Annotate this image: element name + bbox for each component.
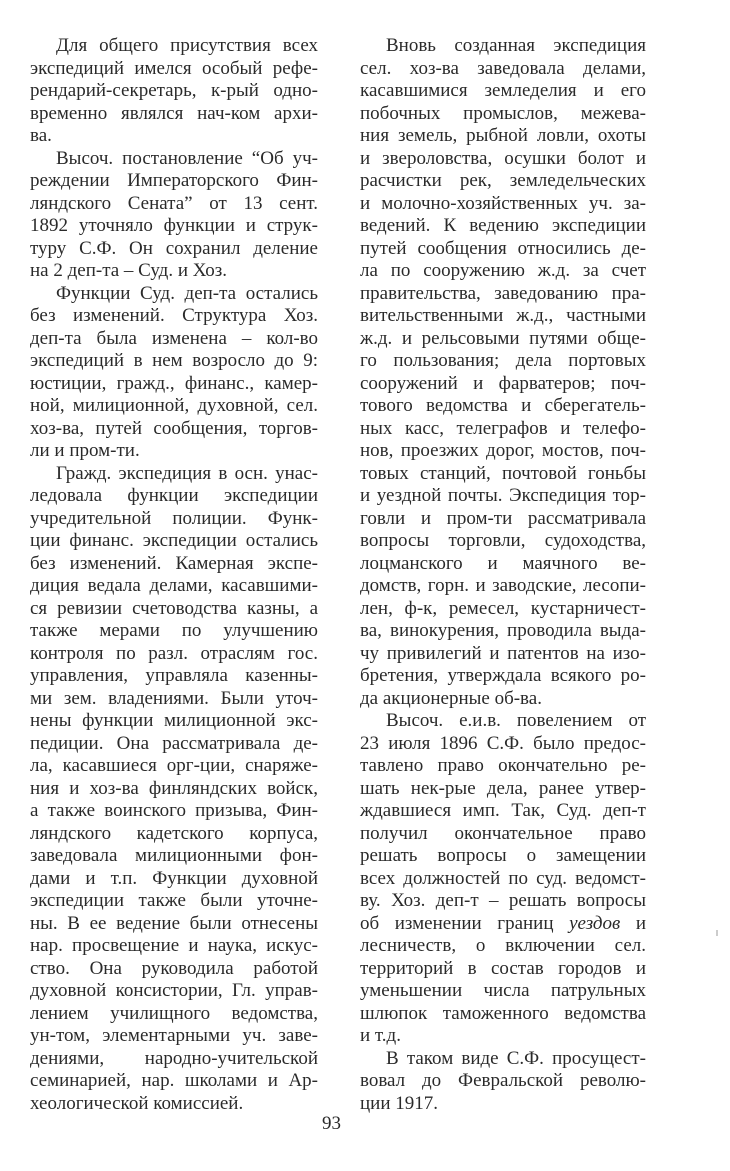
text-line: экспедиции также были уточне- <box>30 890 318 911</box>
italic-term: уездов <box>569 912 621 934</box>
text-line: также мерами по улучшению <box>30 620 318 641</box>
text-line: ной, милиционной, духовной, сел. <box>30 395 318 416</box>
text-line: тавлено право окончательно ре- <box>360 755 646 776</box>
text-segment: и <box>620 912 646 934</box>
text-line: ляндского Сената” от 13 сент. <box>30 192 318 214</box>
text-line: ла по сооружению ж.д. за счет <box>360 260 646 281</box>
text-line: ния земель, рыбной ловли, охоты <box>360 125 646 146</box>
paragraph <box>360 35 646 710</box>
text-line: экспедиций имелся особый рефе- <box>30 57 318 79</box>
text-line: ны. В ее ведение были отнесены <box>30 912 318 934</box>
text-line: реждении Императорского Фин- <box>30 170 318 191</box>
text-line: ных касс, телеграфов и телефо- <box>360 417 646 439</box>
text-line: Высоч. е.и.в. повелением от <box>386 710 646 731</box>
text-line: временно являлся нач-ком архи- <box>30 102 318 124</box>
text-line: учредительной полиции. Функ- <box>30 507 318 529</box>
scan-speck <box>716 930 718 936</box>
text-line: ждавшиеся имп. Так, Суд. деп-т <box>360 800 646 821</box>
text-line: лен, ф-к, ремесел, кустарничест- <box>360 597 646 619</box>
text-line: деп-та была изменена – кол-во <box>30 327 318 349</box>
text-line: нены функции милиционной экс- <box>30 710 318 731</box>
text-line: расчистки рек, земледельческих <box>360 170 646 191</box>
text-line: ла, касавшиеся орг-ции, снаряже- <box>30 755 318 776</box>
text-line: ву. Хоз. деп-т – решать вопросы <box>360 890 646 911</box>
text-line <box>360 913 646 936</box>
text-line: ции финанс. экспедиции остались <box>30 530 318 551</box>
text-line: чу привилегий и патентов на изо- <box>360 642 646 664</box>
text-line: ж.д. и рельсовыми путями обще- <box>360 327 646 349</box>
text-line: контроля по разл. отраслям гос. <box>30 642 318 664</box>
text-line: семинарией, нар. школами и Ар- <box>30 1070 318 1091</box>
text-line: вительственными ж.д., частными <box>360 305 646 326</box>
paragraph <box>30 283 318 463</box>
text-line: ледовала функции экспедиции <box>30 485 318 506</box>
text-line: вовал до Февральской револю- <box>360 1070 646 1091</box>
text-line: Функции Суд. деп-та остались <box>56 282 318 304</box>
text-line: и молочно-хозяйственных уч. за- <box>360 192 646 214</box>
text-line: решать вопросы о замещении <box>360 845 646 866</box>
text-line: 23 июля 1896 С.Ф. было предос- <box>360 732 646 754</box>
text-line: лесничеств, о включении сел. <box>360 935 646 956</box>
text-line: педиции. Она рассматривала де- <box>30 732 318 754</box>
text-line: 1892 уточняло функции и струк- <box>30 215 318 236</box>
text-line: нов, проезжих дорог, мостов, поч- <box>360 440 646 461</box>
text-line: хеологической комиссией. <box>30 1092 244 1114</box>
text-line: на 2 деп-та – Суд. и Хоз. <box>30 260 228 281</box>
text-line: экспедиций в нем возросло до 9: <box>30 350 318 371</box>
text-line: ся ревизии счетоводства казны, а <box>30 597 318 619</box>
text-line: Вновь созданная экспедиция <box>386 35 646 56</box>
right-column <box>360 35 646 1115</box>
text-line: ведений. К ведению экспедиции <box>360 215 646 236</box>
text-line: побочных промыслов, межева- <box>360 102 646 124</box>
paragraph <box>360 1048 646 1116</box>
text-line: го пользования; дела портовых <box>360 350 646 371</box>
text-line: всех должностей по суд. ведомст- <box>360 867 646 889</box>
text-line: ции 1917. <box>360 1092 439 1114</box>
text-segment: об изменении границ <box>360 912 570 934</box>
text-line: заведовала милиционными фон- <box>30 845 318 866</box>
text-line: касавшимися земледелия и его <box>360 80 646 101</box>
text-line: и звероловства, осушки болот и <box>360 147 646 169</box>
text-line: да акционерные об-ва. <box>360 687 542 709</box>
text-line: ния и хоз-ва финляндских войск, <box>30 777 318 799</box>
text-line: и т.д. <box>360 1025 401 1046</box>
text-line: ляндского кадетского корпуса, <box>30 822 318 844</box>
text-line: шлюпок таможенного ведомства <box>360 1002 646 1024</box>
paragraph <box>360 710 646 1048</box>
text-line: и уездной почты. Экспедиция тор- <box>360 485 646 506</box>
text-line: получил окончательное право <box>360 822 646 844</box>
text-line: управления, управляла казенны- <box>30 665 318 686</box>
text-line: туру С.Ф. Он сохранил деление <box>30 237 318 259</box>
text-line: юстиции, гражд., финанс., камер- <box>30 372 318 394</box>
text-line: Для общего присутствия всех <box>56 35 318 56</box>
text-line: ми зем. владениями. Были уточ- <box>30 687 318 709</box>
text-line: ство. Она руководила работой <box>30 957 318 979</box>
text-line: Высоч. постановление “Об уч- <box>56 147 318 169</box>
text-line: правительства, заведованию пра- <box>360 282 646 304</box>
paragraph <box>30 148 318 283</box>
text-line: территорий в состав городов и <box>360 957 646 979</box>
page-number: 93 <box>322 1113 341 1134</box>
text-line: дениями, народно-учительской <box>30 1047 318 1069</box>
text-line: говли и пром-ти рассматривала <box>360 507 646 529</box>
text-line: сел. хоз-ва заведовала делами, <box>360 57 646 79</box>
text-line: хоз-ва, путей сообщения, торгов- <box>30 417 318 439</box>
text-line: Гражд. экспедиция в осн. унас- <box>56 462 318 484</box>
text-line: сооружений и фарватеров; поч- <box>360 372 646 394</box>
paragraph <box>30 463 318 1116</box>
text-line: ун-том, элементарными уч. заве- <box>30 1025 318 1046</box>
text-line: без изменений. Структура Хоз. <box>30 305 318 326</box>
text-line: тового ведомства и сберегатель- <box>360 395 646 416</box>
paragraph <box>30 35 318 148</box>
text-line: путей сообщения относились де- <box>360 237 646 259</box>
text-line: ли и пром-ти. <box>30 440 140 461</box>
text-line: лением училищного ведомства, <box>30 1002 318 1024</box>
text-line: уменьшении числа патрульных <box>360 980 646 1001</box>
text-line: а также воинского призыва, Фин- <box>30 800 318 821</box>
text-line: рендарий-секретарь, к-рый одно- <box>30 80 318 101</box>
text-line: домств, горн. и заводские, лесопи- <box>360 575 646 596</box>
text-line: нар. просвещение и наука, искус- <box>30 935 318 956</box>
text-line: лоцманского и маячного ве- <box>360 552 646 574</box>
text-line: товых станций, почтовой гоньбы <box>360 462 646 484</box>
text-line: вопросы торговли, судоходства, <box>360 530 646 551</box>
left-column <box>30 35 318 1115</box>
text-line: ва. <box>30 125 52 146</box>
text-line: диция ведала делами, касавшими- <box>30 575 318 596</box>
text-line: ва, винокурения, проводила выда- <box>360 620 646 641</box>
text-line: дами и т.п. Функции духовной <box>30 867 318 889</box>
text-line: шать нек-рые дела, ранее утвер- <box>360 777 646 799</box>
text-line: без изменений. Камерная экспе- <box>30 552 318 574</box>
text-line: В таком виде С.Ф. просущест- <box>386 1047 646 1069</box>
text-line: бретения, утверждала всякого ро- <box>360 665 646 686</box>
text-line: духовной консистории, Гл. управ- <box>30 980 318 1001</box>
